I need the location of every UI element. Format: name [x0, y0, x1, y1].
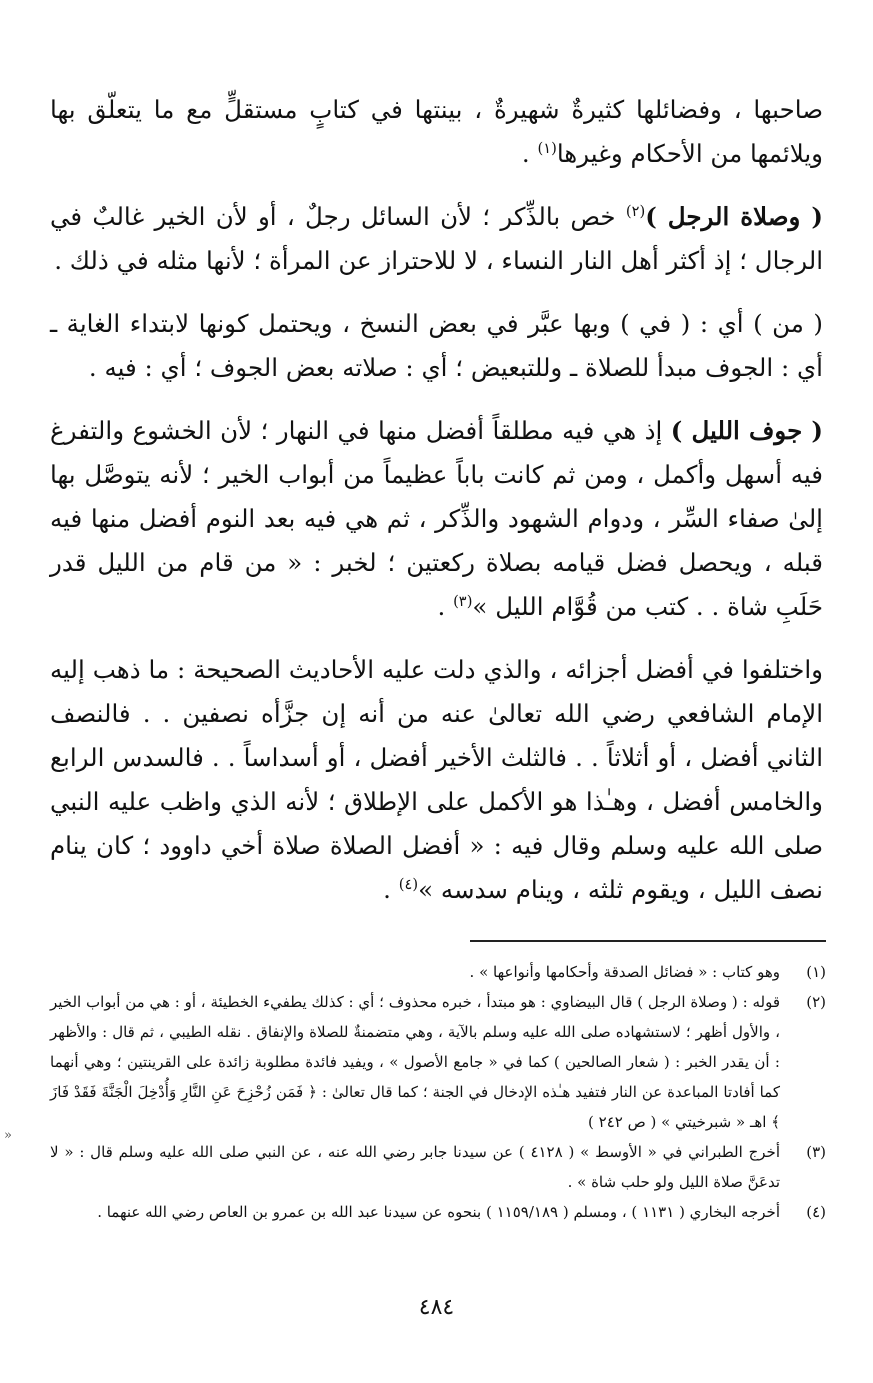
- footnote-4: [50, 1197, 826, 1227]
- footnote-number: (٣): [806, 1143, 826, 1161]
- paragraph-1-text: صاحبها ، وفضائلها كثيرةٌ شهيرةٌ ، بينتها في كتابٍ مستقلٍّ مع ما يتعلّق بها ويلائمها من الأحكام وغيرها: [50, 95, 823, 168]
- footnote-ref-1: (١): [537, 139, 557, 157]
- paragraph-5-end: .: [383, 875, 399, 904]
- footnote-number: (٤): [806, 1203, 826, 1221]
- footnote-2: [50, 987, 826, 1137]
- margin-mark: «: [4, 1128, 12, 1143]
- paragraph-2-lead: ( وصلاة الرجل ): [645, 202, 823, 231]
- paragraph-2: [50, 195, 823, 283]
- footnote-divider: [470, 940, 826, 942]
- paragraph-4-text: إذ هي فيه مطلقاً أفضل منها في النهار ؛ لأن الخشوع والتفرغ فيه أسهل وأكمل ، ومن ثم كانت باباً عظيماً من أبواب الخير ؛ لأنه يتوصَّل بها إلىٰ صفاء السِّر ، ودوام الشهود والذِّكر ، ثم هي فيه بعد النوم أفضل منها فيه قبله ، ويحصل فضل قيامه بصلاة ركعتين ؛ لخبر : « من قام من الليل قدر حَلَبِ شاة . . كتب من قُوَّام الليل »: [50, 416, 823, 621]
- paragraph-2-text: خص بالذِّكر ؛ لأن السائل رجلٌ ، أو لأن الخير غالبٌ في الرجال ؛ إذ أكثر أهل النار النساء ، لا للاحتراز عن المرأة ؛ لأنها مثله في ذلك .: [50, 202, 823, 275]
- footnote-text: قوله : ( وصلاة الرجل ) قال البيضاوي : هو مبتدأ ، خبره محذوف ؛ أي : كذلك يطفيء الخطيئة ، أو : هي من أبواب الخير ، والأول أظهر ؛ لاستشهاده صلى الله عليه وسلم بالآية ، وهي متضمنةٌ للصلاة والإنفاق . نقله الطيبي ، ثم قال : والأظهر : أن يقدر الخبر : ( شعار الصالحين ) كما في « جامع الأصول » ، ويفيد فائدة مطلوبة زائدة على القرينتين ؛ وهي أنهما كما أفادتا المباعدة عن النار فتفيد هـٰذه الإدخال في الجنة ؛ كما قال تعالىٰ : ﴿ فَمَن زُحْزِحَ عَنِ النَّارِ وَأُدْخِلَ الْجَنَّةَ فَقَدْ فَازَ ﴾ اهـ « شبرخيتي » ( ص ٢٤٢ ): [50, 993, 780, 1131]
- footnote-ref-4: (٤): [398, 875, 419, 893]
- paragraph-1: [50, 88, 823, 176]
- page-number: ٤٨٤: [418, 1295, 455, 1320]
- footnotes: [50, 957, 826, 1227]
- footnote-number: (٢): [806, 993, 826, 1011]
- footnote-ref-3: (٣): [453, 592, 473, 610]
- paragraph-4-lead: ( جوف الليل ): [670, 416, 823, 445]
- paragraph-4: [50, 409, 823, 629]
- footnote-1: [50, 957, 826, 987]
- paragraph-4-end: .: [437, 592, 454, 621]
- footnote-3: [50, 1137, 826, 1197]
- paragraph-1-end: .: [521, 139, 538, 168]
- footnote-text: أخرج الطبراني في « الأوسط » ( ٤١٢٨ ) عن سيدنا جابر رضي الله عنه ، عن النبي صلى الله عليه وسلم قال : « لا تدعَنَّ صلاة الليل ولو حلب شاة » .: [50, 1143, 780, 1191]
- paragraph-3: ( من ) أي : ( في ) وبها عبَّر في بعض النسخ ، ويحتمل كونها لابتداء الغاية ـ أي : الجوف مبدأ للصلاة ـ وللتبعيض ؛ أي : صلاته بعض الجوف ؛ أي : فيه .: [50, 309, 823, 382]
- footnote-text: أخرجه البخاري ( ١١٣١ ) ، ومسلم ( ١١٥٩/١٨٩ ) بنحوه عن سيدنا عبد الله بن عمرو بن العاص رضي الله عنهما .: [97, 1203, 780, 1221]
- paragraph-5: [50, 648, 823, 912]
- paragraph-5-text: واختلفوا في أفضل أجزائه ، والذي دلت عليه الأحاديث الصحيحة : ما ذهب إليه الإمام الشافعي رضي الله تعالىٰ عنه من أنه إن جزَّأه نصفين . . فالنصف الثاني أفضل ، أو أثلاثاً . . فالثلث الأخير أفضل ، أو أسداساً . . فالسدس الرابع والخامس أفضل ، وهـٰذا هو الأكمل على الإطلاق ؛ لأنه الذي واظب عليه النبي صلى الله عليه وسلم وقال فيه : « أفضل الصلاة صلاة أخي داوود ؛ كان ينام نصف الليل ، ويقوم ثلثه ، وينام سدسه »: [50, 655, 824, 904]
- footnote-ref-2: (٢): [625, 202, 646, 220]
- footnote-text: وهو كتاب : « فضائل الصدقة وأحكامها وأنواعها » .: [469, 963, 780, 981]
- footnote-number: (١): [806, 963, 826, 981]
